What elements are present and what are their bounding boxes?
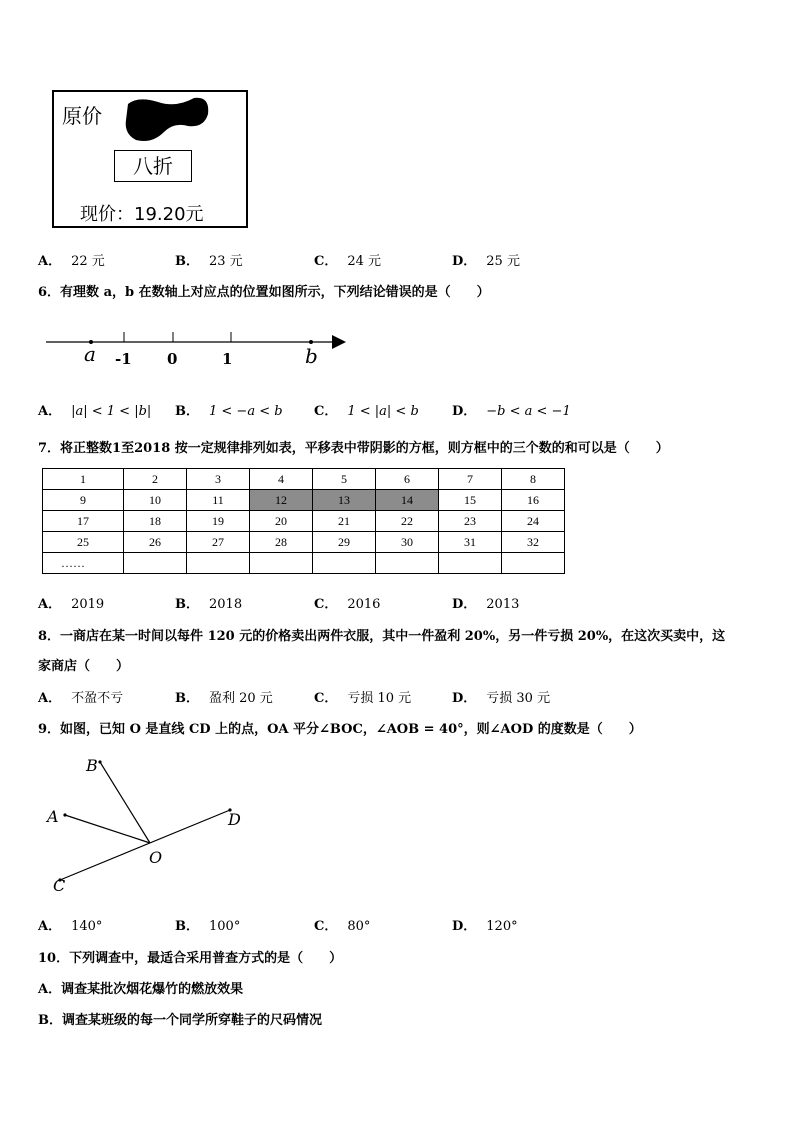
q5-option-c[interactable]: C． 24 元: [314, 254, 382, 269]
q5-option-b[interactable]: B． 23 元: [175, 254, 243, 269]
table-cell: 8: [502, 469, 565, 490]
axis-label-b: b: [305, 344, 318, 368]
table-cell: 15: [439, 490, 502, 511]
original-price-label: 原价: [62, 104, 102, 128]
table-cell: 24: [502, 511, 565, 532]
table-cell: 17: [43, 511, 124, 532]
q9-option-c[interactable]: C． 80°: [314, 919, 371, 934]
q8-option-c[interactable]: C． 亏损 10 元: [314, 691, 412, 706]
axis-label-neg1: -1: [115, 350, 132, 368]
table-cell: 18: [124, 511, 187, 532]
table-cell: [250, 553, 313, 574]
table-cell: 30: [376, 532, 439, 553]
table-cell: 31: [439, 532, 502, 553]
discount-box: 八折: [114, 150, 192, 182]
q6-option-a[interactable]: A． |a| < 1 < |b|: [38, 404, 152, 419]
point-label-c: C: [53, 876, 66, 895]
table-cell: 2: [124, 469, 187, 490]
table-cell: 27: [187, 532, 250, 553]
table-cell: 7: [439, 469, 502, 490]
table-cell: 32: [502, 532, 565, 553]
table-cell: 11: [187, 490, 250, 511]
axis-label-a: a: [84, 342, 96, 366]
table-row: [43, 511, 565, 532]
table-row: [43, 469, 565, 490]
table-cell: 22: [376, 511, 439, 532]
q9-option-b[interactable]: B． 100°: [175, 919, 241, 934]
table-cell: 9: [43, 490, 124, 511]
table-cell: 4: [250, 469, 313, 490]
q8-stem-line2: 家商店（ ）: [38, 659, 130, 674]
q5-option-d[interactable]: D． 25 元: [452, 254, 520, 269]
q7-option-d[interactable]: D． 2013: [452, 597, 520, 612]
table-cell: 21: [313, 511, 376, 532]
axis-label-0: 0: [167, 350, 178, 368]
shaded-cell: 13: [313, 490, 376, 511]
q5-option-a[interactable]: A． 22 元: [38, 254, 105, 269]
q6-option-c[interactable]: C． 1 < |a| < b: [314, 404, 419, 419]
q9-option-d[interactable]: D． 120°: [452, 919, 518, 934]
table-cell: 25: [43, 532, 124, 553]
q8-stem-line1: 8．一商店在某一时间以每件 120 元的价格卖出两件衣服，其中一件盈利 20%，另一件亏损 20%，在这次买卖中，这: [38, 629, 726, 644]
q8-option-d[interactable]: D． 亏损 30 元: [452, 691, 551, 706]
ink-blot-cover: [124, 96, 214, 144]
table-cell: 5: [313, 469, 376, 490]
q7-stem: 7．将正整数1至2018 按一定规律排列如表，平移表中带阴影的方框，则方框中的三个数的和可以是（ ）: [38, 441, 669, 456]
table-cell: 16: [502, 490, 565, 511]
table-cell: 28: [250, 532, 313, 553]
number-table: [42, 468, 565, 574]
table-cell: [376, 553, 439, 574]
table-cell: 23: [439, 511, 502, 532]
shaded-cell: 12: [250, 490, 313, 511]
point-label-a: A: [47, 807, 59, 826]
table-cell: 6: [376, 469, 439, 490]
table-cell: 1: [43, 469, 124, 490]
table-cell: 26: [124, 532, 187, 553]
shaded-cell: 14: [376, 490, 439, 511]
point-label-b: B: [86, 756, 98, 775]
q9-stem: 9．如图，已知 O 是直线 CD 上的点，OA 平分∠BOC，∠AOB = 40°，则∠AOD 的度数是（ ）: [38, 722, 642, 737]
table-cell: [124, 553, 187, 574]
q8-option-b[interactable]: B． 盈利 20 元: [175, 691, 273, 706]
table-cell: [313, 553, 376, 574]
q7-option-b[interactable]: B． 2018: [175, 597, 243, 612]
table-row: [43, 490, 565, 511]
table-cell: [502, 553, 565, 574]
table-cell: 19: [187, 511, 250, 532]
table-row: [43, 532, 565, 553]
table-cell: [187, 553, 250, 574]
q6-option-d[interactable]: D． −b < a < −1: [452, 404, 571, 419]
table-cell: 20: [250, 511, 313, 532]
q10-option-b[interactable]: B．调查某班级的每一个同学所穿鞋子的尺码情况: [38, 1013, 322, 1028]
q9-option-a[interactable]: A． 140°: [38, 919, 103, 934]
q7-option-c[interactable]: C． 2016: [314, 597, 381, 612]
point-label-d: D: [228, 810, 241, 829]
table-cell: 29: [313, 532, 376, 553]
q8-option-a[interactable]: A． 不盈不亏: [38, 691, 124, 706]
point-label-o: O: [149, 848, 163, 867]
table-cell: [439, 553, 502, 574]
q6-option-b[interactable]: B． 1 < −a < b: [175, 404, 283, 419]
price-tag-figure: [52, 90, 248, 228]
table-cell: ……: [43, 553, 124, 574]
q10-option-a[interactable]: A．调查某批次烟花爆竹的燃放效果: [38, 982, 244, 997]
q6-stem: 6．有理数 a，b 在数轴上对应点的位置如图所示，下列结论错误的是（ ）: [38, 285, 490, 300]
q10-stem: 10．下列调查中，最适合采用普查方式的是（ ）: [38, 951, 343, 966]
q7-option-a[interactable]: A． 2019: [38, 597, 105, 612]
current-price: 现价：19.20元: [80, 204, 204, 225]
table-cell: 3: [187, 469, 250, 490]
axis-label-1: 1: [222, 350, 233, 368]
table-row: [43, 553, 565, 574]
table-cell: 10: [124, 490, 187, 511]
